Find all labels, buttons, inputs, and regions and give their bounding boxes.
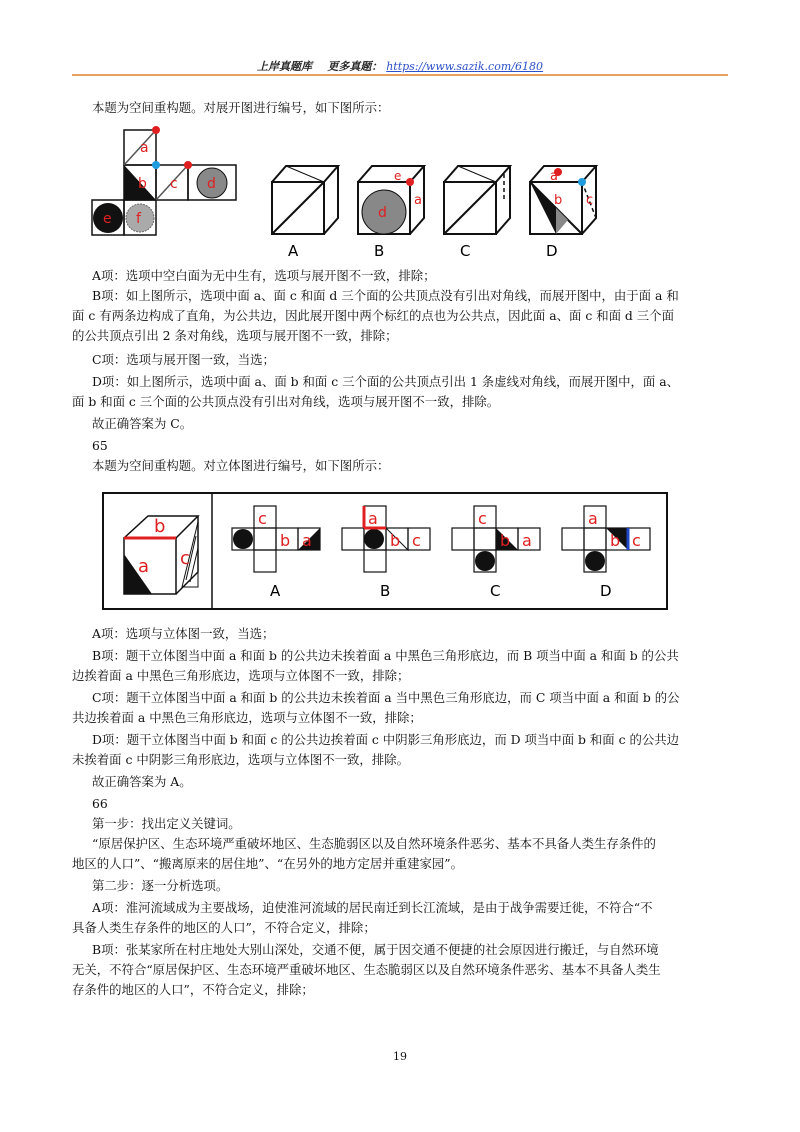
red-point-icon <box>152 126 160 134</box>
q64-line: B项：如上图所示，选项中面 a、面 c 和面 d 三个面的公共顶点没有引出对角线，而展开图中，由于面 a 和 <box>92 288 679 303</box>
q64-option-C: C <box>460 242 471 260</box>
q65-line: 边挨着面 a 中黑色三角形底边，选项与立体图不一致，排除； <box>72 668 410 683</box>
q66-line: 第一步：找出定义关键词。 <box>92 816 241 831</box>
net-label-a: a <box>140 140 149 156</box>
q64-answer: 故正确答案为 C。 <box>92 416 193 431</box>
optD-label-b: b <box>610 531 621 550</box>
q65-answer: 故正确答案为 A。 <box>92 774 192 789</box>
q66-number: 66 <box>92 796 108 811</box>
cube-label-b: b <box>154 516 166 537</box>
b-label-e: e <box>394 169 402 183</box>
q64-line: D项：如上图所示，选项中面 a、面 b 和面 c 三个面的公共顶点引出 1 条虚线对角线，而展开图中，面 a、 <box>92 374 679 389</box>
q66-line: 具备人类生存条件的地区的人口”，不符合定义，排除； <box>72 920 376 935</box>
q64-options-figure <box>268 160 608 260</box>
net-label-e: e <box>103 211 112 227</box>
cube-label-a: a <box>138 556 150 577</box>
q66-line: “原居保护区、生态环境严重破坏地区、生态脆弱区以及自然环境条件恶劣、基本不具备人类生存条件的 <box>92 836 656 851</box>
optC-label-c: c <box>478 509 487 528</box>
q65-line: 共边挨着面 a 中黑色三角形底边，选项与立体图不一致，排除； <box>72 710 422 725</box>
header-label: 更多真题： <box>327 60 383 73</box>
net-label-c: c <box>170 176 178 192</box>
q65-option-C: C <box>490 582 501 600</box>
q64-option-D: D <box>546 242 558 260</box>
q65-line: A项：选项与立体图一致，当选； <box>92 626 275 641</box>
q65-line: C项：题干立体图当中面 a 和面 b 的公共边未挨着面 a 当中黑色三角形底边，而 C 项当中面 a 和面 b 的公 <box>92 690 680 705</box>
q66-line: 地区的人口”、“搬离原来的居住地”、“在另外的地方定居并重建家园”。 <box>72 856 464 871</box>
q65-number: 65 <box>92 438 108 453</box>
q65-option-A: A <box>270 582 281 600</box>
q64-line: A项：选项中空白面为无中生有，选项与展开图不一致，排除； <box>92 268 436 283</box>
q65-line: 未挨着面 c 中阴影三角形底边，选项与立体图不一致，排除。 <box>72 752 409 767</box>
blue-point-icon <box>152 161 160 169</box>
q64-line: 面 b 和面 c 三个面的公共顶点没有引出对角线，选项与展开图不一致，排除。 <box>72 394 500 409</box>
q65-line: D项：题干立体图当中面 b 和面 c 的公共边挨着面 c 中阴影三角形底边，而 D 项当中面 b 和面 c 的公共边 <box>92 732 680 747</box>
optC-label-a: a <box>522 531 532 550</box>
q66-line: B项：张某家所在村庄地处大别山深处，交通不便，属于因交通不便捷的社会原因进行搬迁，与自然环境 <box>92 942 659 957</box>
optD-label-a: a <box>588 509 598 528</box>
optA-label-c: c <box>258 509 267 528</box>
net-label-d: d <box>207 176 216 192</box>
q65-intro: 本题为空间重构题。对立体图进行编号，如下图所示： <box>92 458 390 473</box>
page-number: 19 <box>393 1050 407 1063</box>
q65-figure <box>102 492 668 610</box>
q64-option-B: B <box>374 242 385 260</box>
cube-label-c: c <box>180 548 190 569</box>
q66-line: 无关，不符合“原居保护区、生态环境严重破坏地区、生态脆弱区以及自然环境条件恶劣、基本不具备人类生 <box>72 962 661 977</box>
q65-line: B项：题干立体图当中面 a 和面 b 的公共边未挨着面 a 中黑色三角形底边，而 B 项当中面 a 和面 b 的公共 <box>92 648 679 663</box>
q64-line: C项：选项与展开图一致，当选； <box>92 352 275 367</box>
optA-label-b: b <box>280 531 291 550</box>
q64-option-A: A <box>288 242 299 260</box>
optB-label-c: c <box>412 531 421 550</box>
b-label-a: a <box>414 193 422 208</box>
q64-net-figure <box>88 126 248 241</box>
net-label-b: b <box>138 176 147 192</box>
q66-line: 存条件的地区的人口”，不符合定义，排除； <box>72 982 314 997</box>
net-label-f: f <box>136 211 141 227</box>
optD-label-c: c <box>632 531 641 550</box>
q66-line: A项：淮河流域成为主要战场，迫使淮河流域的居民南迁到长江流域，是由于战争需要迁徙，不符合“不 <box>92 900 653 915</box>
d-label-b: b <box>554 193 563 208</box>
q64-line: 的公共顶点引出 2 条对角线，选项与展开图不一致，排除； <box>72 328 398 343</box>
q66-line: 第二步：逐一分析选项。 <box>92 878 229 893</box>
d-label-c: c <box>586 193 594 208</box>
d-label-a: a <box>550 169 558 184</box>
header-link[interactable]: https://www.sazik.com/6180 <box>386 60 543 73</box>
page-header <box>0 58 800 74</box>
q64-intro: 本题为空间重构题。对展开图进行编号，如下图所示： <box>92 100 390 115</box>
optC-label-b: b <box>500 531 511 550</box>
optA-label-a: a <box>302 531 312 550</box>
q65-option-B: B <box>380 582 391 600</box>
b-label-d: d <box>378 205 387 221</box>
optB-label-a: a <box>368 509 378 528</box>
optB-label-b: b <box>390 531 401 550</box>
header-rule <box>72 74 728 76</box>
q65-option-D: D <box>600 582 612 600</box>
header-brand: 上岸真题库 <box>257 60 313 73</box>
q64-line: 面 c 有两条边构成了直角，为公共边，因此展开图中两个标红的点也为公共点，因此面 a、面 c 和面 d 三个面 <box>72 308 674 323</box>
